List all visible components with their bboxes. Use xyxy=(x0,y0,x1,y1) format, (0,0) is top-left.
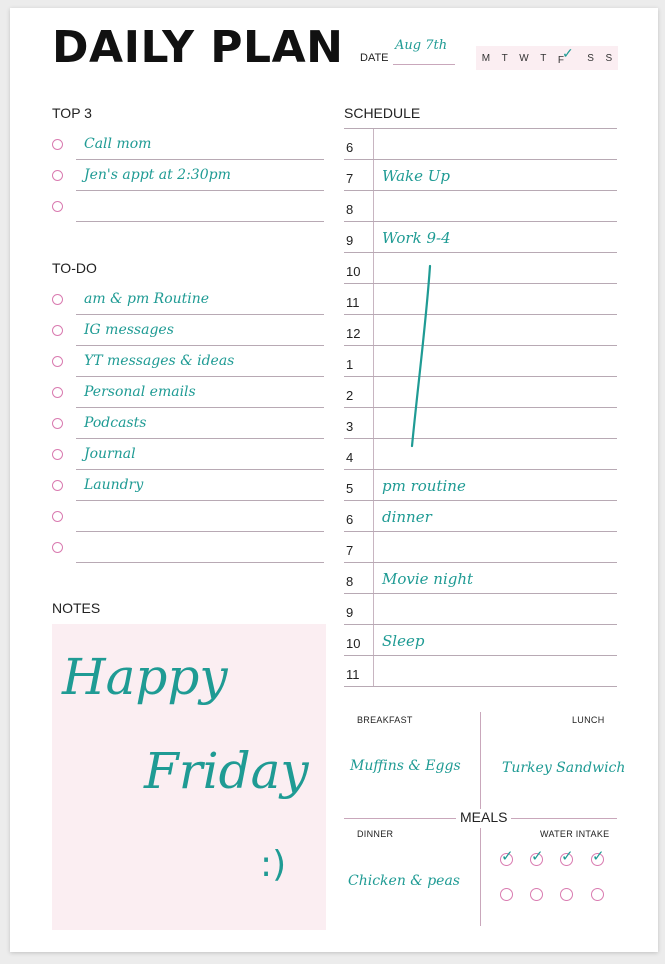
schedule-divider xyxy=(373,532,374,563)
checkbox-circle-icon[interactable] xyxy=(52,418,63,429)
schedule-slot[interactable] xyxy=(344,470,617,501)
todo-item[interactable] xyxy=(48,284,324,315)
schedule-hour: 11 xyxy=(346,295,360,310)
schedule-hour: 7 xyxy=(346,543,354,558)
schedule-slot[interactable] xyxy=(344,532,617,563)
schedule-hour: 9 xyxy=(346,605,354,620)
schedule-entry: Sleep xyxy=(382,632,425,650)
schedule-divider xyxy=(373,594,374,625)
weekday-4[interactable]: F✓ xyxy=(557,44,574,66)
schedule-hour: 4 xyxy=(346,450,354,465)
schedule-slot[interactable] xyxy=(344,439,617,470)
schedule-entry: Work 9-4 xyxy=(382,229,451,247)
schedule-hour: 12 xyxy=(346,326,361,341)
schedule-slot[interactable] xyxy=(344,222,617,253)
water-glass-circle-icon[interactable] xyxy=(591,847,605,866)
schedule-divider xyxy=(373,439,374,470)
todo-item-text: IG messages xyxy=(84,322,174,338)
schedule-hour: 5 xyxy=(346,481,354,496)
schedule-slot[interactable] xyxy=(344,284,617,315)
checkbox-circle-icon[interactable] xyxy=(52,325,63,336)
checkbox-circle-icon[interactable] xyxy=(52,201,63,212)
checkbox-circle-icon[interactable] xyxy=(52,356,63,367)
todo-item-text: Podcasts xyxy=(84,415,147,431)
schedule-divider xyxy=(373,222,374,253)
top3-item-text: Jen's appt at 2:30pm xyxy=(84,167,231,183)
checkbox-circle-icon[interactable] xyxy=(52,139,63,150)
lunch-value[interactable]: Turkey Sandwich xyxy=(502,760,626,776)
todo-item[interactable] xyxy=(48,346,324,377)
schedule-divider xyxy=(373,346,374,377)
schedule-hour: 1 xyxy=(346,357,354,372)
schedule-hour: 10 xyxy=(346,636,361,651)
schedule-hour: 11 xyxy=(346,667,360,682)
schedule-slot[interactable] xyxy=(344,594,617,625)
notes-line-happy: Happy xyxy=(62,648,228,706)
todo-item-text: Journal xyxy=(84,446,136,462)
todo-item[interactable] xyxy=(48,408,324,439)
schedule-entry: Wake Up xyxy=(382,167,451,185)
water-glass-circle-icon[interactable] xyxy=(500,888,513,901)
schedule-hour: 2 xyxy=(346,388,354,403)
planner-sheet xyxy=(10,8,658,952)
todo-item[interactable] xyxy=(48,501,324,532)
schedule-divider xyxy=(373,470,374,501)
water-glass-circle-icon[interactable] xyxy=(591,888,604,901)
checkbox-circle-icon[interactable] xyxy=(52,449,63,460)
weekday-6[interactable]: S xyxy=(605,52,613,64)
weekday-0[interactable]: M xyxy=(481,52,491,64)
notes-smiley: :) xyxy=(260,844,287,885)
water-glass-circle-icon[interactable] xyxy=(530,888,543,901)
schedule-slot[interactable] xyxy=(344,253,617,284)
schedule-hour: 10 xyxy=(346,264,361,279)
water-glass-circle-icon[interactable] xyxy=(530,847,544,866)
schedule-hour: 3 xyxy=(346,419,354,434)
notes-heading: NOTES xyxy=(52,600,101,616)
checkmark-icon: ✓ xyxy=(562,44,574,61)
checkmark-icon: ✓ xyxy=(592,847,605,865)
schedule-divider xyxy=(373,160,374,191)
date-value: Aug 7th xyxy=(395,38,448,53)
schedule-entry: Movie night xyxy=(382,570,474,588)
rule-line xyxy=(76,221,324,222)
schedule-divider xyxy=(373,191,374,222)
water-glass-circle-icon[interactable] xyxy=(560,847,574,866)
schedule-hour: 8 xyxy=(346,202,354,217)
todo-item-text: Laundry xyxy=(84,477,144,493)
checkmark-icon: ✓ xyxy=(561,847,574,865)
rule-line xyxy=(344,686,617,687)
top3-item[interactable] xyxy=(48,129,324,160)
schedule-divider xyxy=(373,408,374,439)
date-line xyxy=(393,64,455,65)
schedule-hour: 6 xyxy=(346,140,354,155)
work-block-arrow xyxy=(406,264,436,449)
meals-title: MEALS xyxy=(456,809,511,825)
weekday-2[interactable]: W xyxy=(519,52,529,64)
schedule-entry: pm routine xyxy=(382,477,466,495)
checkbox-circle-icon[interactable] xyxy=(52,511,63,522)
schedule-divider xyxy=(373,377,374,408)
water-glass-circle-icon[interactable] xyxy=(500,847,514,866)
checkbox-circle-icon[interactable] xyxy=(52,170,63,181)
todo-item-text: am & pm Routine xyxy=(84,291,210,307)
checkbox-circle-icon[interactable] xyxy=(52,542,63,553)
schedule-slot[interactable] xyxy=(344,625,617,656)
schedule-slot[interactable] xyxy=(344,563,617,594)
meal-divider-top xyxy=(480,712,481,818)
schedule-slot[interactable] xyxy=(344,191,617,222)
schedule-divider xyxy=(373,284,374,315)
schedule-entry: dinner xyxy=(382,508,432,526)
checkbox-circle-icon[interactable] xyxy=(52,387,63,398)
dinner-value[interactable]: Chicken & peas xyxy=(348,873,460,889)
todo-item[interactable] xyxy=(48,377,324,408)
checkmark-icon: ✓ xyxy=(501,847,514,865)
water-intake-label: WATER INTAKE xyxy=(540,829,610,839)
schedule-heading: SCHEDULE xyxy=(344,105,421,121)
top3-heading: TOP 3 xyxy=(52,105,92,121)
water-glass-circle-icon[interactable] xyxy=(560,888,573,901)
schedule-divider xyxy=(373,563,374,594)
top3-item[interactable] xyxy=(48,191,324,222)
todo-heading: TO-DO xyxy=(52,260,97,276)
schedule-hour: 8 xyxy=(346,574,354,589)
todo-item[interactable] xyxy=(48,315,324,346)
todo-item[interactable] xyxy=(48,470,324,501)
checkbox-circle-icon[interactable] xyxy=(52,480,63,491)
checkbox-circle-icon[interactable] xyxy=(52,294,63,305)
date-label: DATE xyxy=(360,52,389,64)
schedule-divider xyxy=(373,253,374,284)
schedule-slot[interactable] xyxy=(344,129,617,160)
meal-divider-bottom xyxy=(480,828,481,926)
schedule-divider xyxy=(373,315,374,346)
todo-item[interactable] xyxy=(48,532,324,563)
todo-item-text: YT messages & ideas xyxy=(84,353,235,369)
top3-item-text: Call mom xyxy=(84,136,152,152)
schedule-hour: 9 xyxy=(346,233,354,248)
notes-line-friday: Friday xyxy=(144,742,309,800)
schedule-divider xyxy=(373,656,374,687)
schedule-slot[interactable] xyxy=(344,408,617,439)
schedule-slot[interactable] xyxy=(344,656,617,687)
top3-item[interactable] xyxy=(48,160,324,191)
weekday-1[interactable]: T xyxy=(501,52,508,64)
schedule-divider xyxy=(373,501,374,532)
schedule-divider xyxy=(373,129,374,160)
dinner-label: DINNER xyxy=(357,829,394,839)
schedule-slot[interactable] xyxy=(344,501,617,532)
todo-item[interactable] xyxy=(48,439,324,470)
schedule-hour: 6 xyxy=(346,512,354,527)
weekday-selector xyxy=(476,46,618,70)
weekday-5[interactable]: S xyxy=(587,52,594,64)
schedule-hour: 7 xyxy=(346,171,354,186)
schedule-slot[interactable] xyxy=(344,315,617,346)
schedule-slot[interactable] xyxy=(344,160,617,191)
breakfast-label: BREAKFAST xyxy=(357,715,413,725)
notes-box[interactable] xyxy=(52,624,326,930)
schedule-slot[interactable] xyxy=(344,346,617,377)
weekday-3[interactable]: T xyxy=(540,52,547,64)
page-title: DAILY PLAN xyxy=(52,22,344,73)
checkmark-icon: ✓ xyxy=(531,847,544,865)
schedule-divider xyxy=(373,625,374,656)
lunch-label: LUNCH xyxy=(572,715,605,725)
breakfast-value[interactable]: Muffins & Eggs xyxy=(350,758,461,774)
todo-item-text: Personal emails xyxy=(84,384,196,400)
schedule-slot[interactable] xyxy=(344,377,617,408)
rule-line xyxy=(76,562,324,563)
